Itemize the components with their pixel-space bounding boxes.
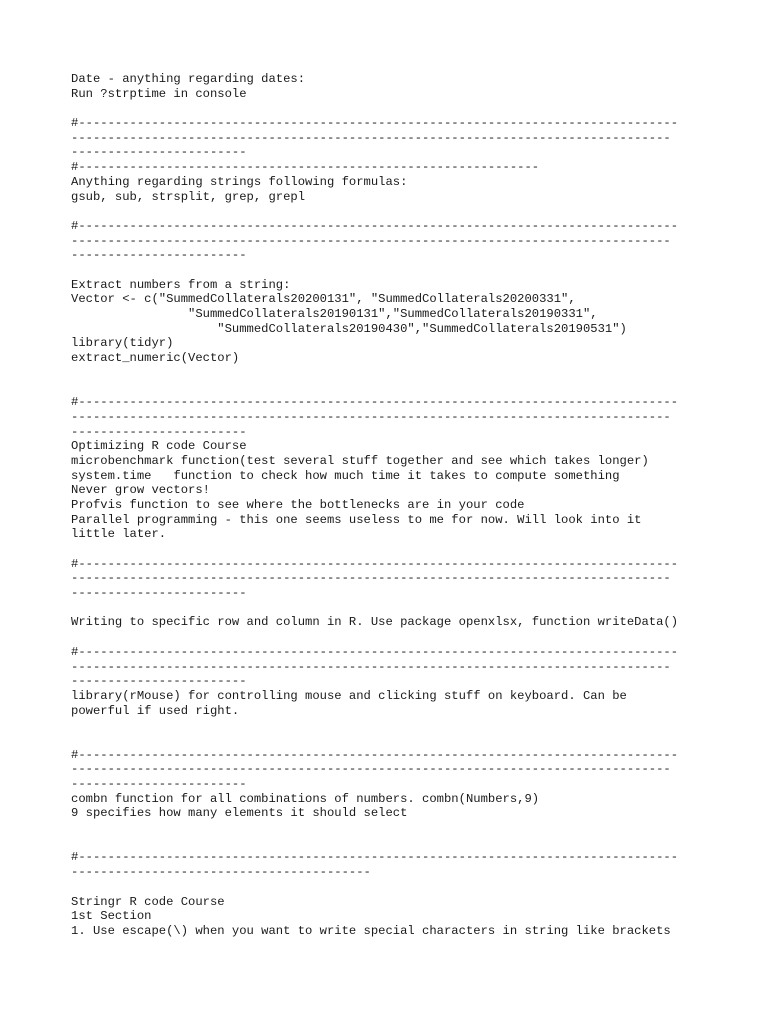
text-line: ------------------------: [71, 248, 247, 263]
text-line: [71, 204, 711, 219]
text-line: #----------------------------------------------------------------------------------: [71, 218, 679, 233]
text-line: Writing to specific row and column in R. Use package openxlsx, function writeData(): [71, 615, 679, 630]
text-line: #----------------------------------------------------------------------------------: [71, 850, 679, 865]
text-line: microbenchmark function(test several stuff together and see which takes longer): [71, 453, 649, 468]
text-line: #----------------------------------------------------------------------------------: [71, 116, 679, 131]
text-line: Stringr R code Course: [71, 894, 225, 909]
text-line: ------------------------: [71, 145, 247, 160]
text-line: ----------------------------------------------------------------------------------: [71, 659, 671, 674]
text-line: library(rMouse) for controlling mouse and clicking stuff on keyboard. Can be: [71, 688, 627, 703]
text-line: ----------------------------------------------------------------------------------: [71, 409, 671, 424]
text-line: ------------------------: [71, 674, 247, 689]
text-line: Optimizing R code Course: [71, 439, 247, 454]
text-line: #----------------------------------------------------------------------------------: [71, 395, 679, 410]
text-line: -----------------------------------------: [71, 865, 371, 880]
text-line: [71, 836, 711, 851]
text-line: ------------------------: [71, 424, 247, 439]
text-line: 9 specifies how many elements it should select: [71, 806, 408, 821]
text-line: [71, 101, 711, 116]
text-line: [71, 542, 711, 557]
text-line: ------------------------: [71, 586, 247, 601]
text-line: [71, 718, 711, 733]
text-line: #----------------------------------------------------------------------------------: [71, 644, 679, 659]
text-line: "SummedCollaterals20190131","SummedCollaterals20190331",: [71, 307, 598, 321]
text-line: system.time function to check how much time it takes to compute something: [71, 468, 620, 483]
text-line: [71, 380, 711, 395]
text-line: Extract numbers from a string:: [71, 277, 291, 292]
text-line: Never grow vectors!: [71, 483, 210, 498]
text-line: Run ?strptime in console: [71, 86, 247, 101]
text-line: library(tidyr): [71, 336, 174, 351]
text-line: ------------------------: [71, 777, 247, 791]
document-body: [71, 72, 711, 939]
text-line: Anything regarding strings following formulas:: [71, 174, 408, 189]
text-line: little later.: [71, 527, 167, 542]
text-line: #----------------------------------------------------------------------------------: [71, 556, 679, 571]
text-line: Vector <- c("SummedCollaterals20200131", "SummedCollaterals20200331",: [71, 292, 576, 307]
text-line: ----------------------------------------------------------------------------------: [71, 233, 671, 248]
text-line: [71, 366, 711, 381]
text-line: "SummedCollaterals20190430","SummedCollaterals20190531"): [71, 321, 627, 336]
text-line: Profvis function to see where the bottlenecks are in your code: [71, 497, 525, 512]
text-line: extract_numeric(Vector): [71, 351, 240, 366]
text-line: [71, 630, 711, 645]
text-line: 1. Use escape(\) when you want to write special characters in string like brackets: [71, 923, 671, 938]
text-line: Parallel programming - this one seems useless to me for now. Will look into it: [71, 512, 642, 527]
text-line: gsub, sub, strsplit, grep, grepl: [71, 189, 306, 204]
text-line: ----------------------------------------------------------------------------------: [71, 762, 671, 777]
text-line: Date - anything regarding dates:: [71, 72, 306, 86]
text-line: powerful if used right.: [71, 703, 240, 718]
text-line: #----------------------------------------------------------------------------------: [71, 747, 679, 762]
text-line: 1st Section: [71, 909, 152, 924]
text-line: combn function for all combinations of numbers. combn(Numbers,9): [71, 791, 540, 806]
text-line: [71, 880, 711, 895]
text-line: [71, 263, 711, 278]
text-line: ----------------------------------------------------------------------------------: [71, 130, 671, 145]
text-line: [71, 733, 711, 748]
text-line: #---------------------------------------------------------------: [71, 160, 540, 175]
text-line: [71, 601, 711, 616]
text-line: ----------------------------------------------------------------------------------: [71, 571, 671, 586]
text-line: [71, 821, 711, 836]
